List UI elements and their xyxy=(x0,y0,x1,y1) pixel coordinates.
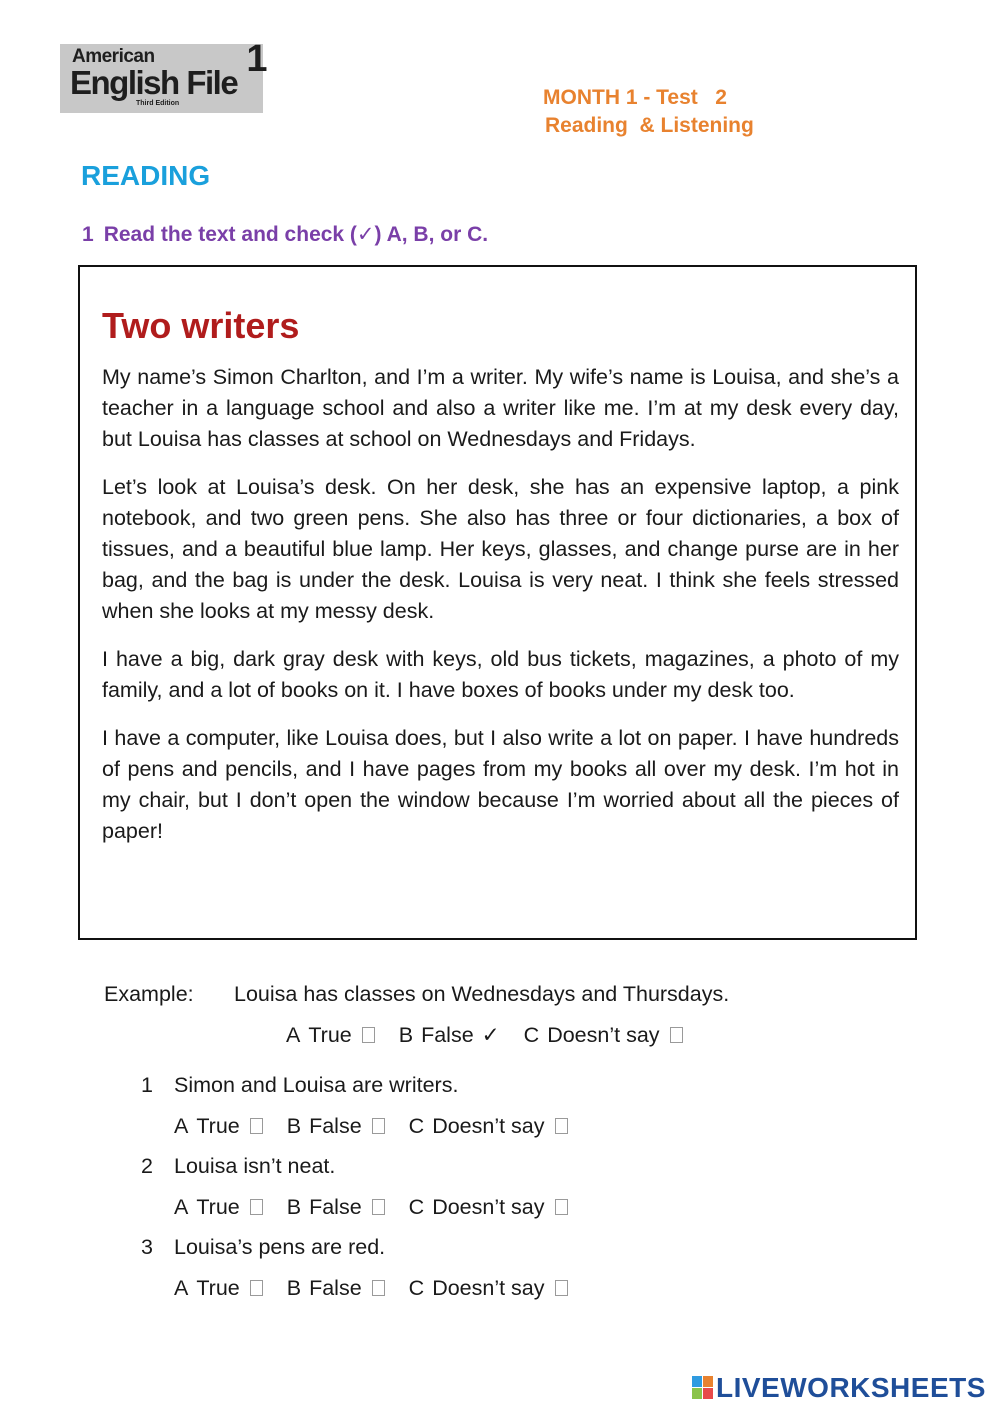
option-label: True xyxy=(196,1276,240,1300)
level-badge-number: 1 xyxy=(246,38,268,80)
option-label: Doesn’t say xyxy=(547,1023,660,1047)
option-c xyxy=(409,1114,568,1139)
option-c xyxy=(409,1195,568,1220)
option-label: False xyxy=(309,1114,362,1138)
option-letter: A xyxy=(286,1023,301,1047)
question-options xyxy=(174,1276,586,1301)
test-header xyxy=(543,84,754,140)
option-checkbox[interactable] xyxy=(372,1199,385,1215)
option-letter: A xyxy=(174,1276,189,1300)
option-b xyxy=(287,1276,385,1301)
option-checkbox[interactable] xyxy=(555,1280,568,1296)
option-checkbox[interactable] xyxy=(362,1027,375,1043)
option-label: False xyxy=(421,1023,474,1047)
instruction xyxy=(82,222,488,247)
liveworksheets-wordmark: LIVEWORKSHEETS xyxy=(716,1372,986,1403)
question-text: Louisa’s pens are red. xyxy=(174,1235,386,1259)
logo-line-1: American xyxy=(72,46,155,67)
option-letter: B xyxy=(398,1023,414,1047)
example-label: Example: xyxy=(104,982,194,1006)
article-paragraph: I have a computer, like Louisa does, but I also write a lot on paper. I have hundreds of pens and pencils, and I have pages from my books all over my desk. I’m hot in my chair, but I don’t open the window because I’m worried about all the pieces of paper! xyxy=(102,726,899,843)
question-row xyxy=(141,1235,385,1260)
option-letter: A xyxy=(174,1114,189,1138)
article-paragraph: I have a big, dark gray desk with keys, old bus tickets, magazines, a photo of my family, and a lot of books on it. I have boxes of books under my desk too. xyxy=(102,647,899,702)
option-checkbox[interactable] xyxy=(555,1118,568,1134)
question-text: Louisa isn’t neat. xyxy=(174,1154,336,1178)
option-checkbox[interactable] xyxy=(372,1280,385,1296)
option-letter: C xyxy=(408,1114,425,1138)
option-c xyxy=(409,1276,568,1301)
option-a xyxy=(286,1023,375,1048)
article-title: Two writers xyxy=(102,305,300,346)
instruction-number: 1 xyxy=(82,223,94,246)
question-text: Simon and Louisa are writers. xyxy=(174,1073,459,1097)
option-checkbox[interactable] xyxy=(250,1118,263,1134)
option-label: False xyxy=(309,1195,362,1219)
level-badge xyxy=(240,36,274,82)
option-checkbox[interactable] xyxy=(372,1118,385,1134)
example-options xyxy=(286,1023,701,1048)
test-header-line-1: MONTH 1 - Test 2 xyxy=(543,86,727,109)
option-letter: B xyxy=(286,1195,302,1219)
option-b xyxy=(287,1195,385,1220)
article-paragraph: My name’s Simon Charlton, and I’m a writer. My wife’s name is Louisa, and she’s a teacher in a language school and also a writer like me. I’m at my desk every day, but Louisa has classes at school on Wednesdays and Fridays. xyxy=(102,365,899,451)
option-letter: C xyxy=(408,1195,425,1219)
section-title: READING xyxy=(81,160,211,191)
question-number: 2 xyxy=(141,1154,153,1178)
option-a xyxy=(174,1276,263,1301)
logo-line-3: Third Edition xyxy=(136,100,180,107)
question-number: 1 xyxy=(141,1073,153,1097)
option-b xyxy=(399,1023,500,1048)
option-checkbox[interactable] xyxy=(250,1199,263,1215)
check-mark-icon: ✓ xyxy=(481,1023,500,1047)
question-options xyxy=(174,1195,586,1220)
question-row xyxy=(141,1073,458,1098)
option-label: Doesn’t say xyxy=(432,1114,545,1138)
reading-text-box xyxy=(78,265,917,940)
instruction-text: Read the text and check (✓) A, B, or C. xyxy=(103,223,489,246)
option-letter: B xyxy=(286,1276,302,1300)
liveworksheets-squares-icon xyxy=(692,1376,714,1400)
question-row xyxy=(141,1154,335,1179)
option-label: True xyxy=(196,1114,240,1138)
liveworksheets-logo xyxy=(692,1372,988,1404)
option-checkbox[interactable] xyxy=(250,1280,263,1296)
option-b xyxy=(287,1114,385,1139)
test-header-line-2: Reading & Listening xyxy=(545,114,754,137)
american-english-file-logo xyxy=(60,36,278,114)
option-letter: B xyxy=(286,1114,302,1138)
option-label: True xyxy=(308,1023,352,1047)
option-a xyxy=(174,1114,263,1139)
option-checkbox[interactable] xyxy=(555,1199,568,1215)
question-options xyxy=(174,1114,586,1139)
option-checkbox[interactable] xyxy=(670,1027,683,1043)
article-body xyxy=(102,362,899,864)
option-letter: A xyxy=(174,1195,189,1219)
logo-line-2: English File xyxy=(70,64,238,101)
option-c xyxy=(524,1023,683,1048)
article-paragraph: Let’s look at Louisa’s desk. On her desk, she has an expensive laptop, a pink notebook, and two green pens. She also has three or four dictionaries, a box of tissues, and a beautiful blue lamp. Her keys, glasses, and change purse are in her bag, and the bag is under the desk. Louisa is very neat. I think she feels stressed when she looks at my messy desk. xyxy=(102,475,899,623)
option-letter: C xyxy=(408,1276,425,1300)
option-label: False xyxy=(309,1276,362,1300)
option-label: True xyxy=(196,1195,240,1219)
example-sentence: Louisa has classes on Wednesdays and Thursdays. xyxy=(234,982,730,1006)
option-label: Doesn’t say xyxy=(432,1195,545,1219)
option-letter: C xyxy=(523,1023,540,1047)
question-number: 3 xyxy=(141,1235,153,1259)
option-label: Doesn’t say xyxy=(432,1276,545,1300)
example-row xyxy=(104,982,729,1007)
option-a xyxy=(174,1195,263,1220)
